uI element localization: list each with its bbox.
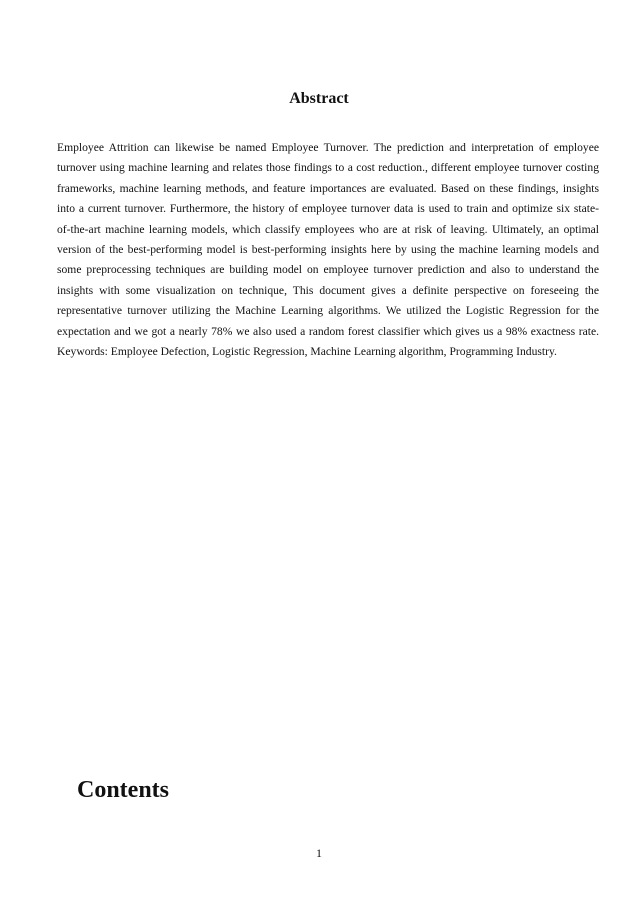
abstract-line: version of the best-performing model is best-performing insights here by using the machine learning models and <box>57 243 599 257</box>
abstract-line: frameworks, machine learning methods, and feature importances are evaluated. Based on these findings, insights <box>57 181 599 195</box>
abstract-title: Abstract <box>289 90 349 107</box>
page-number: 1 <box>316 846 322 860</box>
abstract-body <box>57 138 599 362</box>
abstract-line: expectation and we got a nearly 78% we also used a random forest classifier which gives us a 98% exactness rate. <box>57 324 599 338</box>
abstract-line: Employee Attrition can likewise be named Employee Turnover. The prediction and interpretation of employee <box>57 141 599 154</box>
abstract-line: some preprocessing techniques are building model on employee turnover prediction and also to understand the <box>57 263 599 277</box>
abstract-line: insights with some visualization on technique, This document gives a definite perspective on foreseeing the <box>57 283 599 297</box>
abstract-line: into a current turnover. Furthermore, the history of employee turnover data is used to train and optimize six state- <box>57 202 599 216</box>
abstract-line: representative turnover utilizing the Machine Learning algorithms. We utilized the Logistic Regression for the <box>57 304 599 318</box>
keywords-line: Keywords: Employee Defection, Logistic Regression, Machine Learning algorithm, Programming Industry. <box>57 345 557 359</box>
abstract-line: of-the-art machine learning models, which classify employees who are at risk of leaving. Ultimately, an optimal <box>57 222 599 236</box>
abstract-line: turnover using machine learning and relates those findings to a cost reduction., different employee turnover costing <box>57 161 599 175</box>
contents-heading: Contents <box>77 777 170 803</box>
